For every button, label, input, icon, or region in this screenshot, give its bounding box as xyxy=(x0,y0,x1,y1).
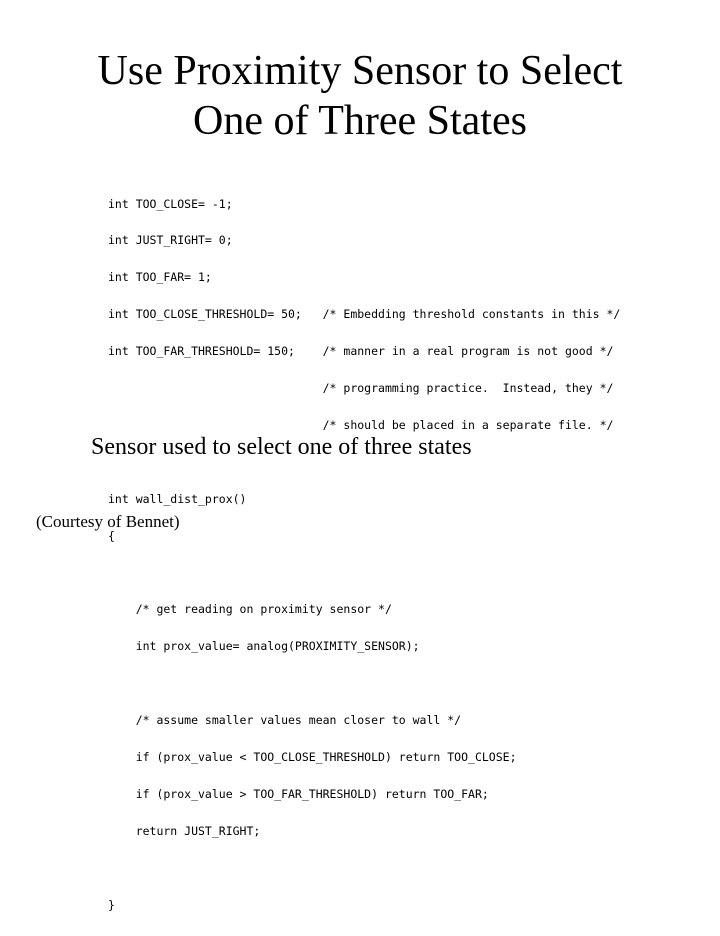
code-line xyxy=(108,677,620,689)
code-line: /* should be placed in a separate file. */ xyxy=(108,417,614,432)
code-line: int wall_dist_prox() xyxy=(108,491,247,506)
credit-note: (Courtesy of Bennet) xyxy=(36,512,180,531)
code-line: int JUST_RIGHT= 0; xyxy=(108,233,233,248)
code-line: /* get reading on proximity sensor */ xyxy=(108,602,392,617)
title-line-2: One of Three States xyxy=(193,98,527,144)
code-line: if (prox_value > TOO_FAR_THRESHOLD) return TOO_FAR; xyxy=(108,786,489,801)
code-line: int TOO_CLOSE= -1; xyxy=(108,196,233,211)
code-line: /* programming practice. Instead, they */ xyxy=(108,381,614,396)
code-line xyxy=(108,862,620,874)
code-line: /* assume smaller values mean closer to wall */ xyxy=(108,713,462,728)
slide-title xyxy=(40,46,680,146)
code-line: int prox_value= analog(PROXIMITY_SENSOR); xyxy=(108,639,420,654)
code-line: int TOO_FAR_THRESHOLD= 150; /* manner in a real program is not good */ xyxy=(108,344,614,359)
code-line: } xyxy=(108,897,115,912)
code-listing xyxy=(108,173,620,935)
code-line: if (prox_value < TOO_CLOSE_THRESHOLD) return TOO_CLOSE; xyxy=(108,749,517,764)
code-line: int TOO_FAR= 1; xyxy=(108,270,212,285)
slide-caption: Sensor used to select one of three states xyxy=(91,434,472,460)
code-line xyxy=(108,567,620,579)
code-line: int TOO_CLOSE_THRESHOLD= 50; /* Embedding threshold constants in this */ xyxy=(108,307,621,322)
code-line: { xyxy=(108,528,115,543)
code-line: return JUST_RIGHT; xyxy=(108,823,261,838)
title-line-1: Use Proximity Sensor to Select xyxy=(97,48,623,94)
